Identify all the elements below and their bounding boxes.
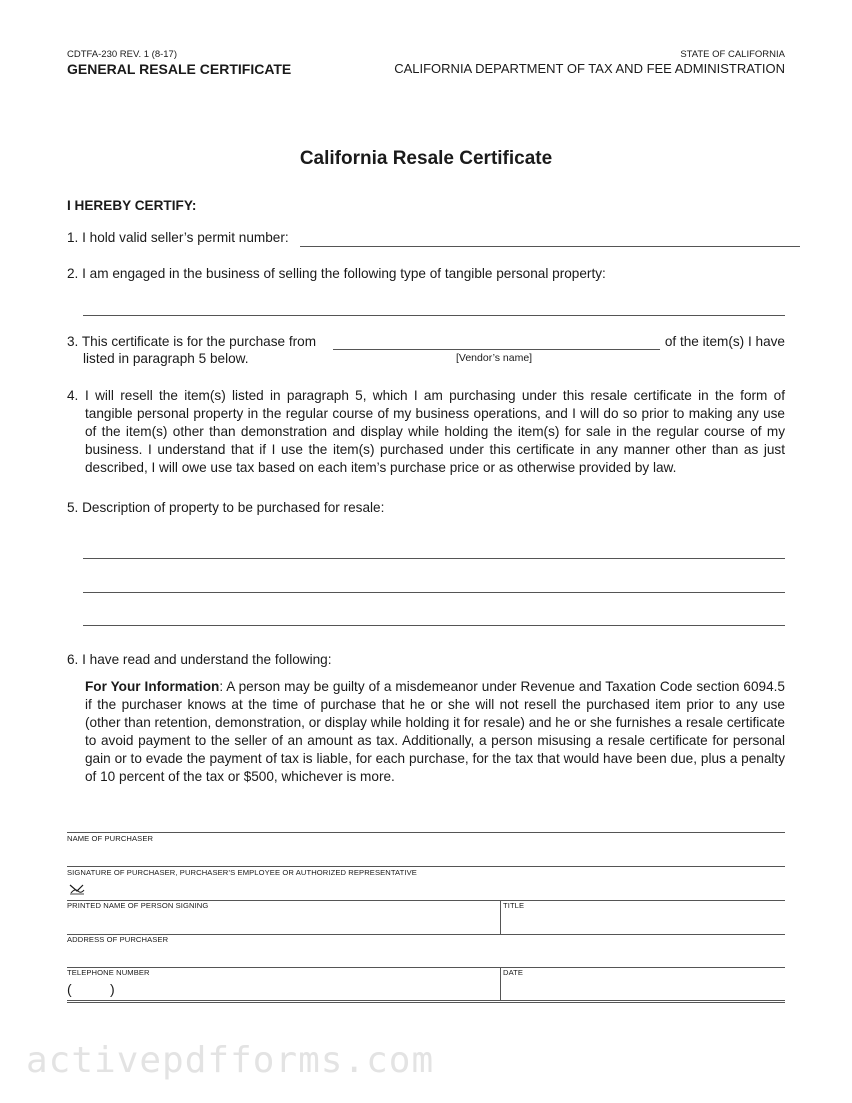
phone-paren-close: ) [110,981,115,997]
telephone-field[interactable] [120,982,496,998]
vendor-caption: [Vendor’s name] [456,352,533,364]
bottom-rule-2 [67,1002,785,1003]
watermark: activepdfforms.com [26,1040,435,1081]
title-field[interactable] [505,913,782,931]
address-top-rule [67,934,785,935]
item-3-suffix: of the item(s) I have [664,334,785,349]
name-of-purchaser-top-rule [67,832,785,833]
item-4-number: 4. [67,388,79,403]
permit-number-field[interactable] [302,229,798,245]
address-field[interactable] [70,947,782,965]
fyi-paragraph [85,678,785,786]
fyi-label: For Your Information [85,679,220,694]
telephone-label: TELEPHONE NUMBER [67,968,150,977]
phone-paren-open: ( [67,981,72,997]
item-5-text: 5. Description of property to be purchased for resale: [67,500,385,515]
name-of-purchaser-field[interactable] [70,845,782,863]
permit-number-line [300,246,800,247]
signature-field[interactable] [90,879,782,897]
description-field-2[interactable] [85,574,783,590]
item-2-text: 2. I am engaged in the business of selling the following type of tangible personal property: [67,266,606,281]
form-name: GENERAL RESALE CERTIFICATE [67,61,292,77]
description-line-2 [83,592,785,593]
description-line-3 [83,625,785,626]
vendor-name-line [333,349,660,350]
form-code: CDTFA-230 REV. 1 (8-17) [67,49,177,60]
address-label: ADDRESS OF PURCHASER [67,935,169,944]
signature-label: SIGNATURE OF PURCHASER, PURCHASER’S EMPLOYEE OR AUTHORIZED REPRESENTATIVE [67,868,417,877]
property-type-line [83,315,785,316]
fyi-text: : A person may be guilty of a misdemeanor under Revenue and Taxation Code section 6094.5 if the purchaser knows at the time of purchase that he or she will not resell the purchased item prior to any use (other than retention, demonstration, or display while holding it for resale) and he or she furnishes a resale certificate to avoid payment to the seller of an amount as tax. Additionally, a person misusing a resale certificate for personal gain or to evade the payment of tax is liable, for each purchase, for the tax that would have been due, plus a penalty of 10 percent of the tax or $500, whichever is more. [85,679,785,784]
name-of-purchaser-label: NAME OF PURCHASER [67,834,154,843]
pen-sign-icon [68,882,86,895]
printed-name-field[interactable] [70,913,496,931]
title-label: TITLE [503,901,525,910]
telephone-date-divider [500,967,501,1000]
vendor-name-field[interactable] [335,332,658,348]
item-3-text: 3. This certificate is for the purchase from [67,334,317,349]
department-name: CALIFORNIA DEPARTMENT OF TAX AND FEE ADMINISTRATION [394,61,785,76]
description-line-1 [83,558,785,559]
item-6-text: 6. I have read and understand the following: [67,652,332,667]
item-3-line2: listed in paragraph 5 below. [83,351,249,366]
area-code-field[interactable] [76,982,108,998]
state-label: STATE OF CALIFORNIA [680,49,785,60]
certify-heading: I HEREBY CERTIFY: [67,198,197,213]
date-label: DATE [503,968,524,977]
item-1-text: 1. I hold valid seller’s permit number: [67,230,289,245]
page-title: California Resale Certificate [299,148,553,169]
item-4-text: I will resell the item(s) listed in paragraph 5, which I am purchasing under this resale certificate in the form of tangible personal property in the regular course of my business operations, and I will do so prior to making any use of the item(s) other than demonstration and display while holding the item(s) for sale in the regular course of my business. I understand that if I use the item(s) purchased under this certificate in any manner other than as just described, I will owe use tax based on each item’s purchase price or as otherwise provided by law. [85,388,785,475]
date-field[interactable] [505,981,782,999]
telephone-top-rule [67,967,785,968]
property-type-field[interactable] [85,297,783,313]
description-field-3[interactable] [85,607,783,623]
bottom-rule-1 [67,1000,785,1001]
printed-name-label: PRINTED NAME OF PERSON SIGNING [67,901,209,910]
signature-top-rule [67,866,785,867]
description-field-1[interactable] [85,540,783,556]
printed-name-title-divider [500,900,501,934]
